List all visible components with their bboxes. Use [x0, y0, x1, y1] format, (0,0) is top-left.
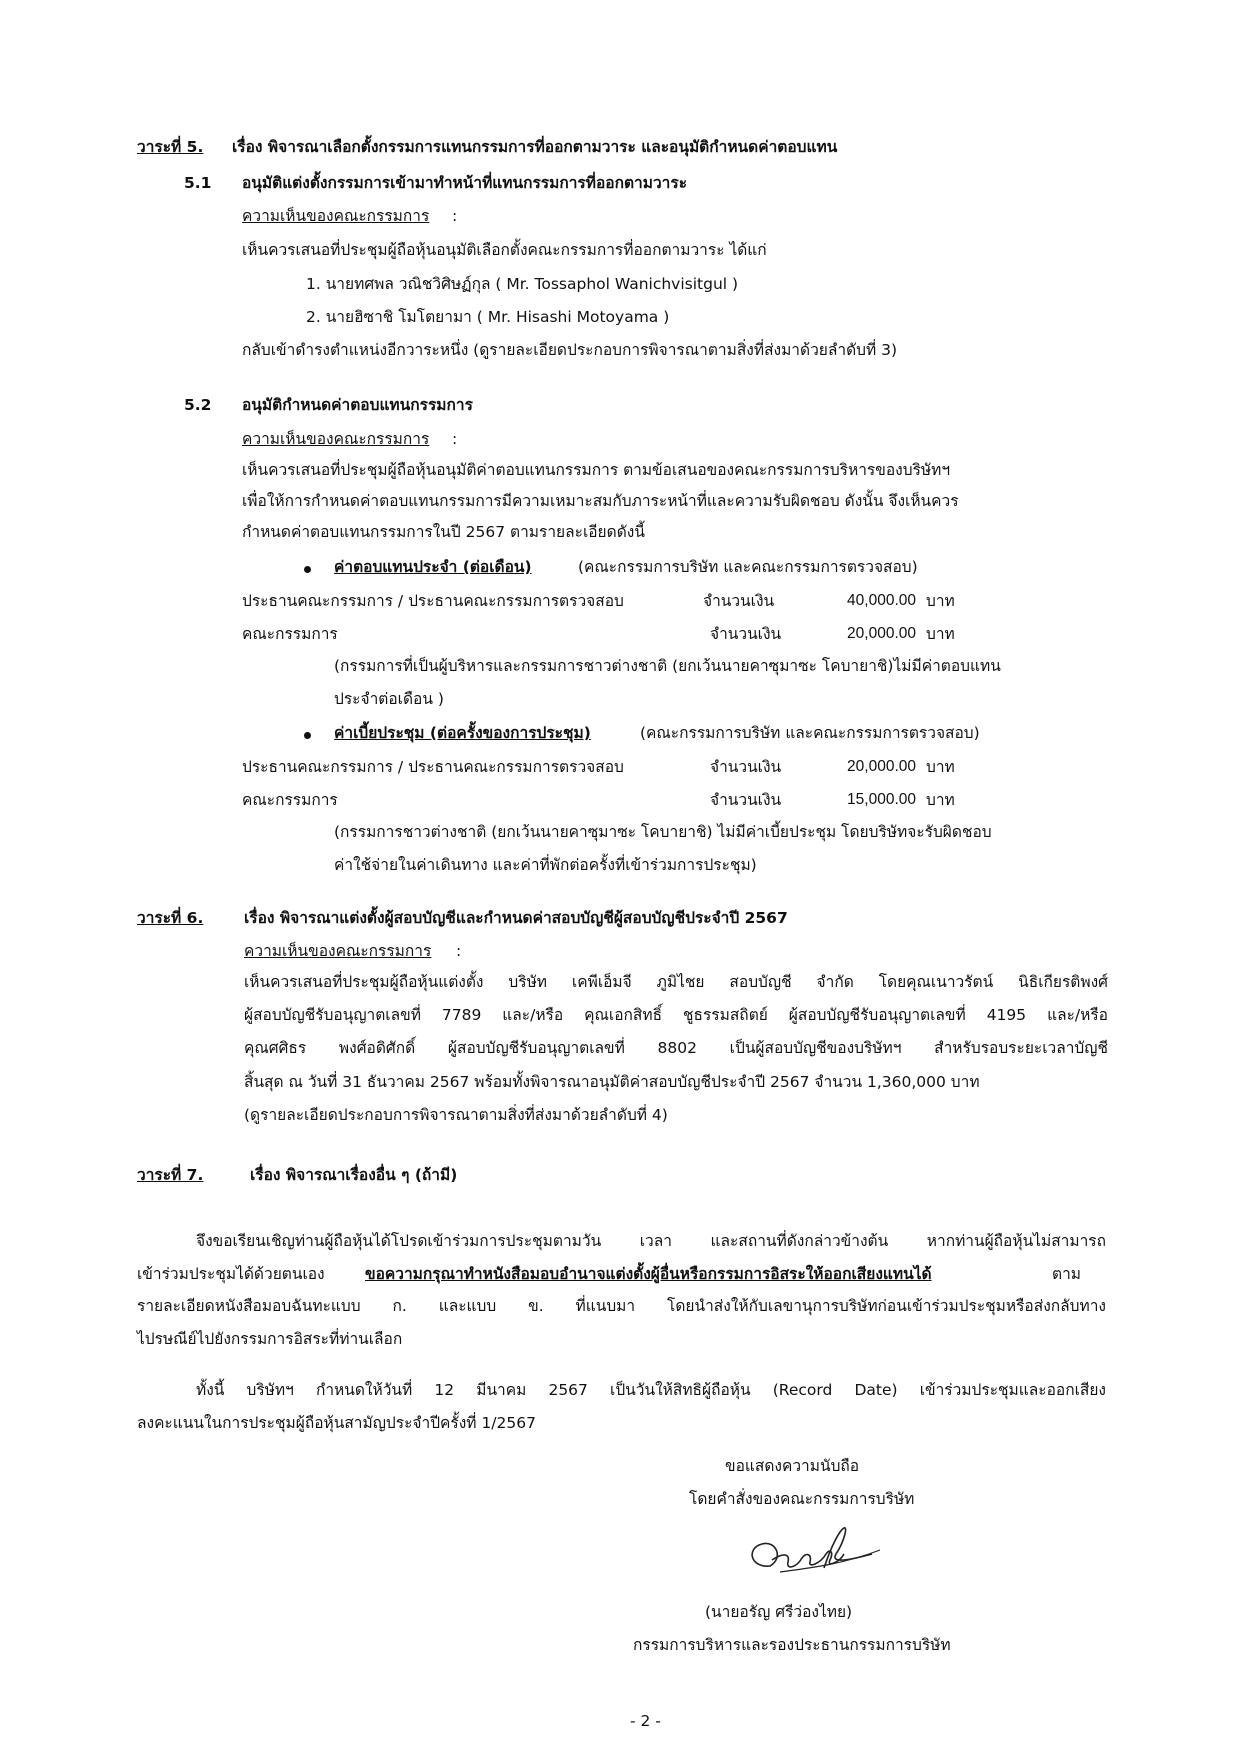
- director-item: 2. นายฮิซาชิ โมโตยามา ( Mr. Hisashi Motoyama ): [306, 308, 670, 326]
- agenda-6-title: เรื่อง พิจารณาแต่งตั้งผู้สอบบัญชีและกำหนดค่าสอบบัญชีผู้สอบบัญชีประจำปี 2567: [244, 909, 788, 927]
- invitation-line-start: เข้าร่วมประชุมได้ด้วยตนเอง: [137, 1265, 325, 1283]
- fee-unit: บาท: [926, 592, 955, 610]
- board-opinion-label: ความเห็นของคณะกรรมการ: [244, 942, 432, 960]
- proxy-request-emphasis: ขอความกรุณาทำหนังสือมอบอำนาจแต่งตั้งผู้อื่นหรือกรรมการอิสระให้ออกเสียงแทนได้: [365, 1265, 932, 1283]
- colon: :: [452, 207, 458, 225]
- record-date-line: ทั้งนี้ บริษัทฯ กำหนดให้วันที่ 12 มีนาคม 2567 เป็นวันให้สิทธิผู้ถือหุ้น (Record Date) เข้าร่วมประชุมและออกเสียง: [196, 1381, 1106, 1399]
- fee-amount: 20,000.00: [847, 625, 916, 642]
- record-date-line: ลงคะแนนในการประชุมผู้ถือหุ้นสามัญประจำปีครั้งที่ 1/2567: [137, 1414, 536, 1432]
- meeting-allowance-note: ค่าใช้จ่ายในค่าเดินทาง และค่าที่พักต่อครั้งที่เข้าร่วมการประชุม): [334, 856, 757, 874]
- agenda-6-paragraph-line: เห็นควรเสนอที่ประชุมผู้ถือหุ้นแต่งตั้ง บริษัท เคพีเอ็มจี ภูมิไชย สอบบัญชี จำกัด โดยคุณเนาวรัตน์ นิธิเกียรติพงศ์: [244, 973, 1108, 991]
- fee-unit: บาท: [926, 758, 955, 776]
- section-5-1-number: 5.1: [184, 174, 212, 192]
- fee-unit: บาท: [926, 791, 955, 809]
- agenda-5-label: วาระที่ 5.: [137, 138, 204, 156]
- section-5-2-paragraph-line: กำหนดค่าตอบแทนกรรมการในปี 2567 ตามรายละเอียดดังนี้: [242, 523, 645, 541]
- section-5-1-title: อนุมัติแต่งตั้งกรรมการเข้ามาทำหน้าที่แทนกรรมการที่ออกตามวาระ: [242, 174, 688, 192]
- board-opinion-label: ความเห็นของคณะกรรมการ: [242, 430, 430, 448]
- agenda-6-paragraph-line: คุณศศิธร พงศ์อดิศักดิ์ ผู้สอบบัญชีรับอนุญาตเลขที่ 8802 เป็นผู้สอบบัญชีของบริษัทฯ สำหรับรอบระยะเวลาบัญชี: [244, 1039, 1108, 1057]
- section-5-1-closing: กลับเข้าดำรงตำแหน่งอีกวาระหนึ่ง (ดูรายละเอียดประกอบการพิจารณาตามสิ่งที่ส่งมาด้วยลำดับที่ 3): [242, 341, 898, 359]
- director-item: 1. นายทศพล วณิชวิศิษฏ์กุล ( Mr. Tossaphol Wanichvisitgul ): [306, 275, 739, 293]
- section-5-2-paragraph-line: เพื่อให้การกำหนดค่าตอบแทนกรรมการมีความเหมาะสมกับภาระหน้าที่และความรับผิดชอบ ดังนั้น จึงเห็นควร: [242, 492, 959, 510]
- bullet: [304, 566, 311, 573]
- signatory-name: (นายอรัญ ศรีว่องไทย): [705, 1603, 853, 1621]
- section-5-2-number: 5.2: [184, 396, 212, 414]
- colon: :: [456, 942, 462, 960]
- fee-unit: บาท: [926, 625, 955, 643]
- fee-amount-label: จำนวนเงิน: [710, 791, 782, 809]
- fee-role: คณะกรรมการ: [242, 625, 338, 643]
- fee-amount-label: จำนวนเงิน: [710, 625, 782, 643]
- section-5-1-intro: เห็นควรเสนอที่ประชุมผู้ถือหุ้นอนุมัติเลือกตั้งคณะกรรมการที่ออกตามวาระ ได้แก่: [242, 241, 767, 259]
- agenda-7-title: เรื่อง พิจารณาเรื่องอื่น ๆ (ถ้ามี): [250, 1166, 458, 1184]
- fee-role: ประธานคณะกรรมการ / ประธานคณะกรรมการตรวจสอบ: [242, 758, 624, 776]
- agenda-6-label: วาระที่ 6.: [137, 909, 204, 927]
- fee-amount: 40,000.00: [847, 592, 916, 609]
- invitation-line-end: ตาม: [1052, 1265, 1081, 1283]
- fee-amount-label: จำนวนเงิน: [703, 592, 775, 610]
- monthly-fee-heading: ค่าตอบแทนประจำ (ต่อเดือน): [334, 558, 532, 576]
- invitation-line: จึงขอเรียนเชิญท่านผู้ถือหุ้นได้โปรดเข้าร่วมการประชุมตามวัน เวลา และสถานที่ดังกล่าวข้างต้น หากท่านผู้ถือหุ้นไม่สามารถ: [196, 1232, 1106, 1250]
- meeting-allowance-note: (กรรมการชาวต่างชาติ (ยกเว้นนายคาซุมาซะ โคบายาชิ) ไม่มีค่าเบี้ยประชุม โดยบริษัทจะรับผิดชอบ: [334, 823, 992, 841]
- fee-role: คณะกรรมการ: [242, 791, 338, 809]
- fee-amount: 20,000.00: [847, 758, 916, 775]
- agenda-7-label: วาระที่ 7.: [137, 1166, 204, 1184]
- page-number: - 2 -: [630, 1712, 661, 1730]
- by-order-line: โดยคำสั่งของคณะกรรมการบริษัท: [689, 1490, 915, 1508]
- meeting-allowance-scope: (คณะกรรมการบริษัท และคณะกรรมการตรวจสอบ): [640, 724, 980, 742]
- monthly-fee-note: ประจำต่อเดือน ): [334, 690, 444, 708]
- colon: :: [452, 430, 458, 448]
- fee-amount: 15,000.00: [847, 791, 916, 808]
- meeting-allowance-heading: ค่าเบี้ยประชุม (ต่อครั้งของการประชุม): [334, 724, 591, 742]
- section-5-2-title: อนุมัติกำหนดค่าตอบแทนกรรมการ: [242, 396, 473, 414]
- monthly-fee-scope: (คณะกรรมการบริษัท และคณะกรรมการตรวจสอบ): [578, 558, 918, 576]
- agenda-6-paragraph-line: (ดูรายละเอียดประกอบการพิจารณาตามสิ่งที่ส่งมาด้วยลำดับที่ 4): [244, 1106, 668, 1124]
- monthly-fee-note: (กรรมการที่เป็นผู้บริหารและกรรมการชาวต่างชาติ (ยกเว้นนายคาซุมาซะ โคบายาชิ)ไม่มีค่าตอบแทน: [334, 657, 1001, 675]
- closing-salutation: ขอแสดงความนับถือ: [725, 1457, 860, 1475]
- signature-image: [740, 1524, 888, 1594]
- invitation-line: ไปรษณีย์ไปยังกรรมการอิสระที่ท่านเลือก: [137, 1330, 403, 1348]
- signatory-position: กรรมการบริหารและรองประธานกรรมการบริษัท: [633, 1636, 951, 1654]
- agenda-6-paragraph-line: สิ้นสุด ณ วันที่ 31 ธันวาคม 2567 พร้อมทั้งพิจารณาอนุมัติค่าสอบบัญชีประจำปี 2567 จำนวน 1,360,000 บาท: [244, 1073, 980, 1091]
- bullet: [304, 732, 311, 739]
- board-opinion-label: ความเห็นของคณะกรรมการ: [242, 207, 430, 225]
- agenda-6-paragraph-line: ผู้สอบบัญชีรับอนุญาตเลขที่ 7789 และ/หรือ คุณเอกสิทธิ์ ชูธรรมสถิตย์ ผู้สอบบัญชีรับอนุญาตเลขที่ 4195 และ/หรือ: [244, 1006, 1108, 1024]
- fee-role: ประธานคณะกรรมการ / ประธานคณะกรรมการตรวจสอบ: [242, 592, 624, 610]
- agenda-5-title: เรื่อง พิจารณาเลือกตั้งกรรมการแทนกรรมการที่ออกตามวาระ และอนุมัติกำหนดค่าตอบแทน: [232, 138, 838, 156]
- invitation-line: รายละเอียดหนังสือมอบฉันทะแบบ ก. และแบบ ข. ที่แนบมา โดยนำส่งให้กับเลขานุการบริษัทก่อนเข้าร่วมประชุมหรือส่งกลับทาง: [137, 1297, 1106, 1315]
- fee-amount-label: จำนวนเงิน: [710, 758, 782, 776]
- section-5-2-paragraph-line: เห็นควรเสนอที่ประชุมผู้ถือหุ้นอนุมัติค่าตอบแทนกรรมการ ตามข้อเสนอของคณะกรรมการบริหารของบริษัทฯ: [242, 461, 951, 479]
